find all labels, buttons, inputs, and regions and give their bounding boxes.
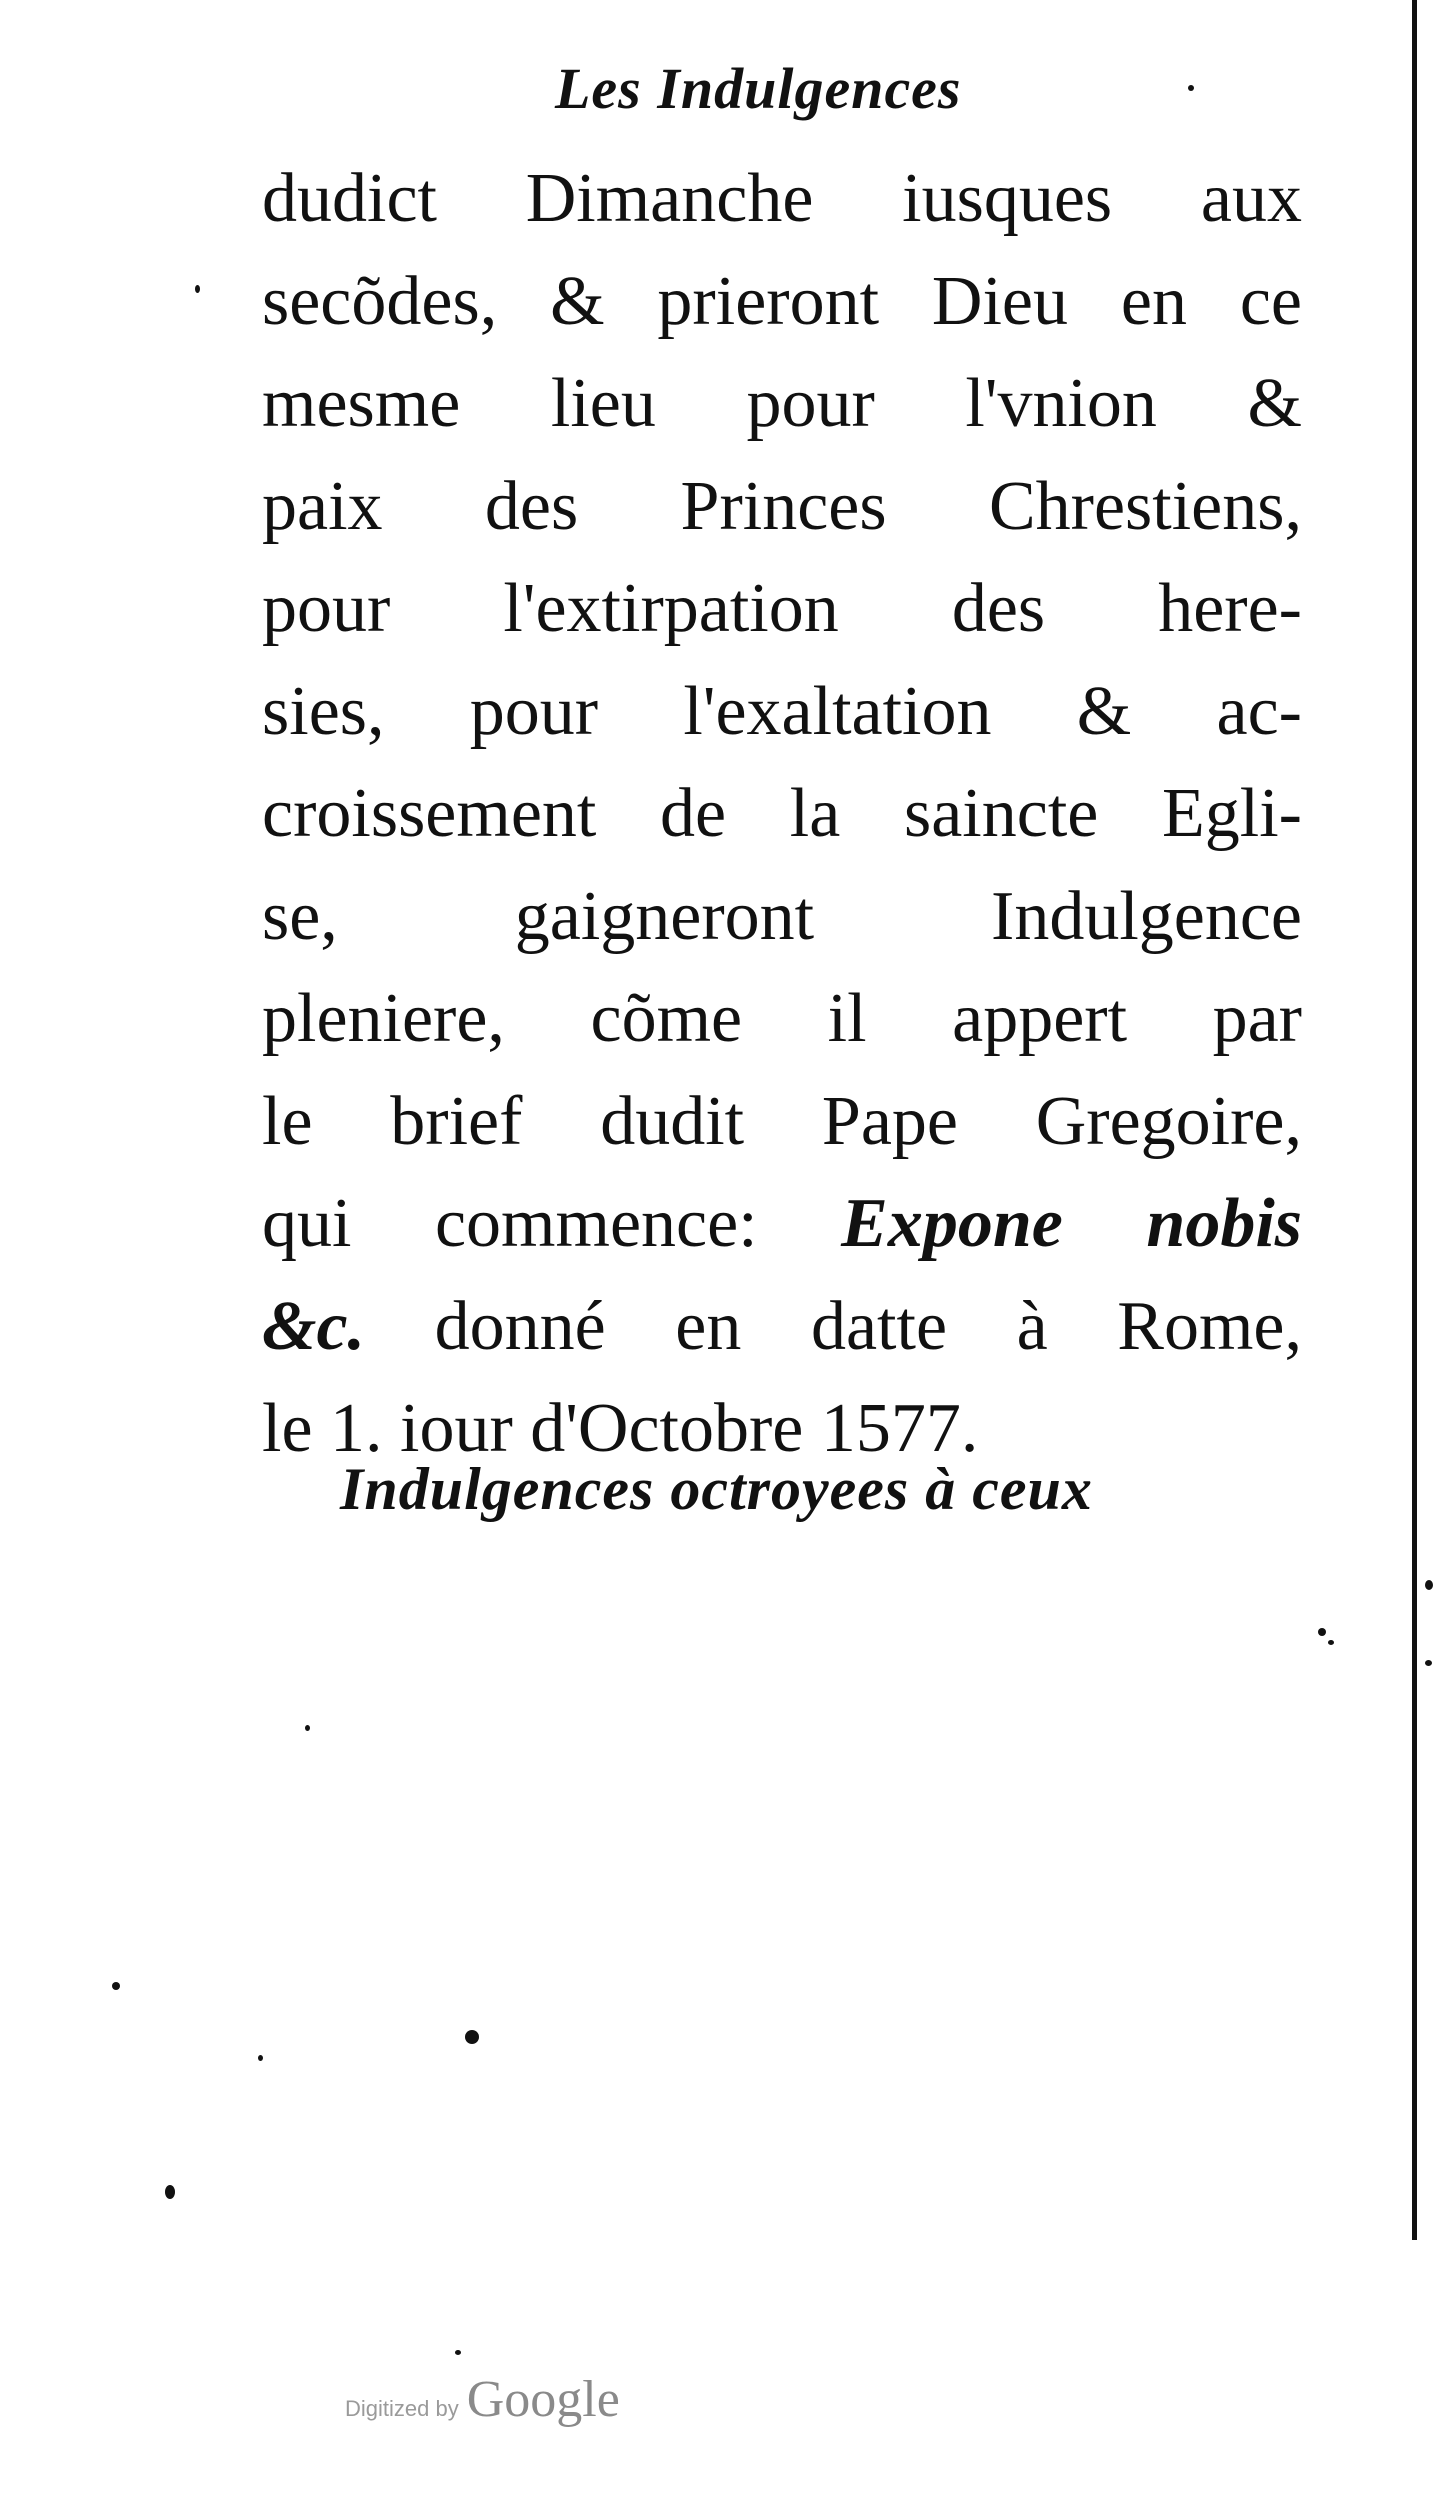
body-line: se, gaigneront Indulgence <box>262 877 1302 955</box>
line-text: qui commence: <box>262 1185 842 1262</box>
body-line: secõdes, & prieront Dieu en ce <box>262 262 1302 340</box>
print-speck <box>305 1725 310 1731</box>
print-speck <box>1328 1640 1334 1645</box>
body-line: sies, pour l'exaltation & ac- <box>262 672 1302 750</box>
google-logo: Google <box>466 2371 620 2428</box>
body-line: pleniere, cõme il appert par <box>262 980 1302 1057</box>
google-watermark <box>345 2370 620 2429</box>
etc-italic: &c. <box>262 1287 366 1365</box>
body-line-with-incipit <box>262 1173 1302 1276</box>
line-text: donné en datte à Rome, <box>365 1287 1302 1365</box>
running-head: Les Indulgences <box>555 56 962 121</box>
print-speck <box>1188 85 1194 91</box>
body-line: dudict Dimanche iusques aux <box>262 160 1302 237</box>
digitized-by-label: Digitized by <box>345 2396 459 2421</box>
print-speck <box>1318 1628 1326 1636</box>
print-speck <box>455 2350 461 2355</box>
incipit-italic: Expone nobis <box>841 1185 1303 1262</box>
body-line-date <box>262 1276 1302 1379</box>
body-line: pour l'extirpation des here- <box>262 570 1302 647</box>
section-heading: Indulgences octroyees à ceux <box>340 1456 1093 1522</box>
print-speck <box>258 2055 263 2061</box>
print-speck <box>112 1982 120 1990</box>
body-text <box>262 148 1302 1481</box>
body-line: le brief dudit Pape Gregoire, <box>262 1082 1302 1160</box>
body-line: paix des Princes Chrestiens, <box>262 467 1302 545</box>
print-speck <box>465 2030 479 2044</box>
body-line: mesme lieu pour l'vnion & <box>262 365 1302 442</box>
print-speck <box>165 2185 175 2199</box>
print-speck <box>1425 1660 1432 1666</box>
body-line-last: le 1. iour d'Octobre 1577. <box>262 1390 979 1467</box>
print-speck <box>195 285 200 293</box>
print-speck <box>1425 1580 1433 1590</box>
page-edge-rule <box>1412 0 1417 2240</box>
body-line: croissement de la saincte Egli- <box>262 775 1302 852</box>
